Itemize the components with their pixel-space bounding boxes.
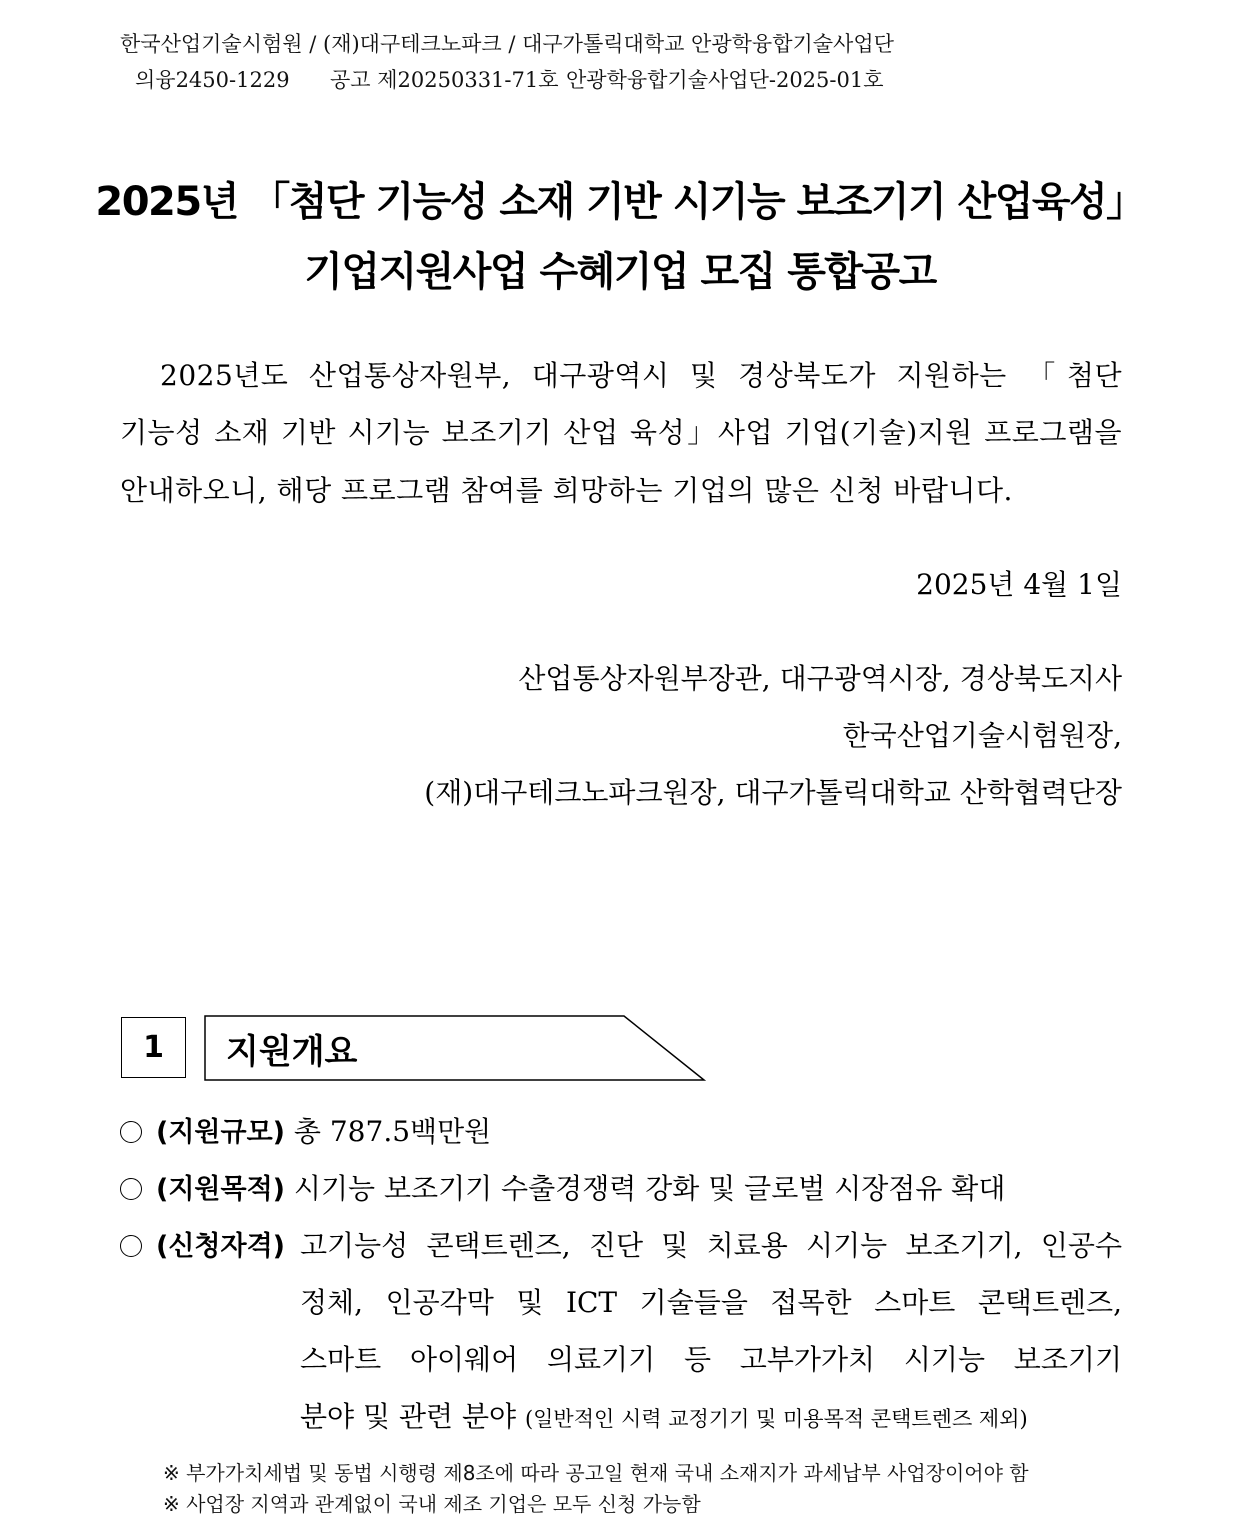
header-organizations: 한국산업기술시험원 / (재)대구테크노파크 / 대구가톨릭대학교 안광학융합기술사업단 bbox=[120, 32, 894, 56]
section-number: 1 bbox=[121, 1017, 186, 1078]
eligibility-line1: 고기능성 콘택트렌즈, 진단 및 치료용 시기능 보조기기, 인공수 bbox=[300, 1229, 1122, 1262]
bullet-label: (지원규모) bbox=[156, 1117, 286, 1148]
bullet-label: (신청자격) bbox=[156, 1231, 286, 1262]
header-doc-number-1: 의융2450-1229 bbox=[135, 68, 290, 92]
circle-bullet-icon bbox=[120, 1235, 142, 1257]
bullet-label: (지원목적) bbox=[156, 1174, 286, 1205]
bullet-text: 총 787.5백만원 bbox=[293, 1115, 492, 1148]
intro-line3: 안내하오니, 해당 프로그램 참여를 희망하는 기업의 많은 신청 바랍니다. bbox=[120, 474, 1013, 507]
circle-bullet-icon bbox=[120, 1178, 142, 1200]
page-title-line1: 2025년 「첨단 기능성 소재 기반 시기능 보조기기 산업육성」 bbox=[95, 179, 1145, 225]
note-1: ※ 부가가치세법 및 동법 시행령 제8조에 따라 공고일 현재 국내 소재지가 과세납부 사업장이어야 함 bbox=[163, 1461, 1029, 1485]
bullet-support-scale bbox=[120, 1110, 491, 1150]
section-title: 지원개요 bbox=[226, 1032, 358, 1072]
bullet-text: 시기능 보조기기 수출경쟁력 강화 및 글로벌 시장점유 확대 bbox=[293, 1172, 1006, 1205]
intro-line2: 기능성 소재 기반 시기능 보조기기 산업 육성」사업 기업(기술)지원 프로그램을 bbox=[120, 416, 1122, 449]
bullet-support-purpose bbox=[120, 1167, 1005, 1207]
eligibility-line3: 스마트 아이웨어 의료기기 등 고부가가치 시기능 보조기기 bbox=[300, 1343, 1122, 1376]
signatory-line2: 한국산업기술시험원장, bbox=[842, 719, 1122, 752]
eligibility-line2: 정체, 인공각막 및 ICT 기술들을 접목한 스마트 콘택트렌즈, bbox=[300, 1286, 1122, 1319]
intro-line1: 2025년도 산업통상자원부, 대구광역시 및 경상북도가 지원하는 「첨단 bbox=[160, 359, 1122, 392]
eligibility-line4-text: 분야 및 관련 분야 bbox=[300, 1400, 517, 1433]
signatory-line1: 산업통상자원부장관, 대구광역시장, 경상북도지사 bbox=[518, 662, 1122, 695]
circle-bullet-icon bbox=[120, 1121, 142, 1143]
page-title-line2: 기업지원사업 수혜기업 모집 통합공고 bbox=[304, 249, 936, 295]
header-doc-number-2: 공고 제20250331-71호 bbox=[330, 68, 559, 92]
note-2: ※ 사업장 지역과 관계없이 국내 제조 기업은 모두 신청 가능함 bbox=[163, 1492, 701, 1516]
eligibility-exclusion-note: (일반적인 시력 교정기기 및 미용목적 콘택트렌즈 제외) bbox=[524, 1407, 1028, 1431]
notice-date: 2025년 4월 1일 bbox=[916, 568, 1122, 601]
bullet-eligibility bbox=[120, 1224, 285, 1263]
signatory-line3: (재)대구테크노파크원장, 대구가톨릭대학교 산학협력단장 bbox=[424, 776, 1122, 809]
header-doc-number-3: 안광학융합기술사업단-2025-01호 bbox=[566, 68, 884, 92]
eligibility-line4 bbox=[300, 1395, 1028, 1435]
